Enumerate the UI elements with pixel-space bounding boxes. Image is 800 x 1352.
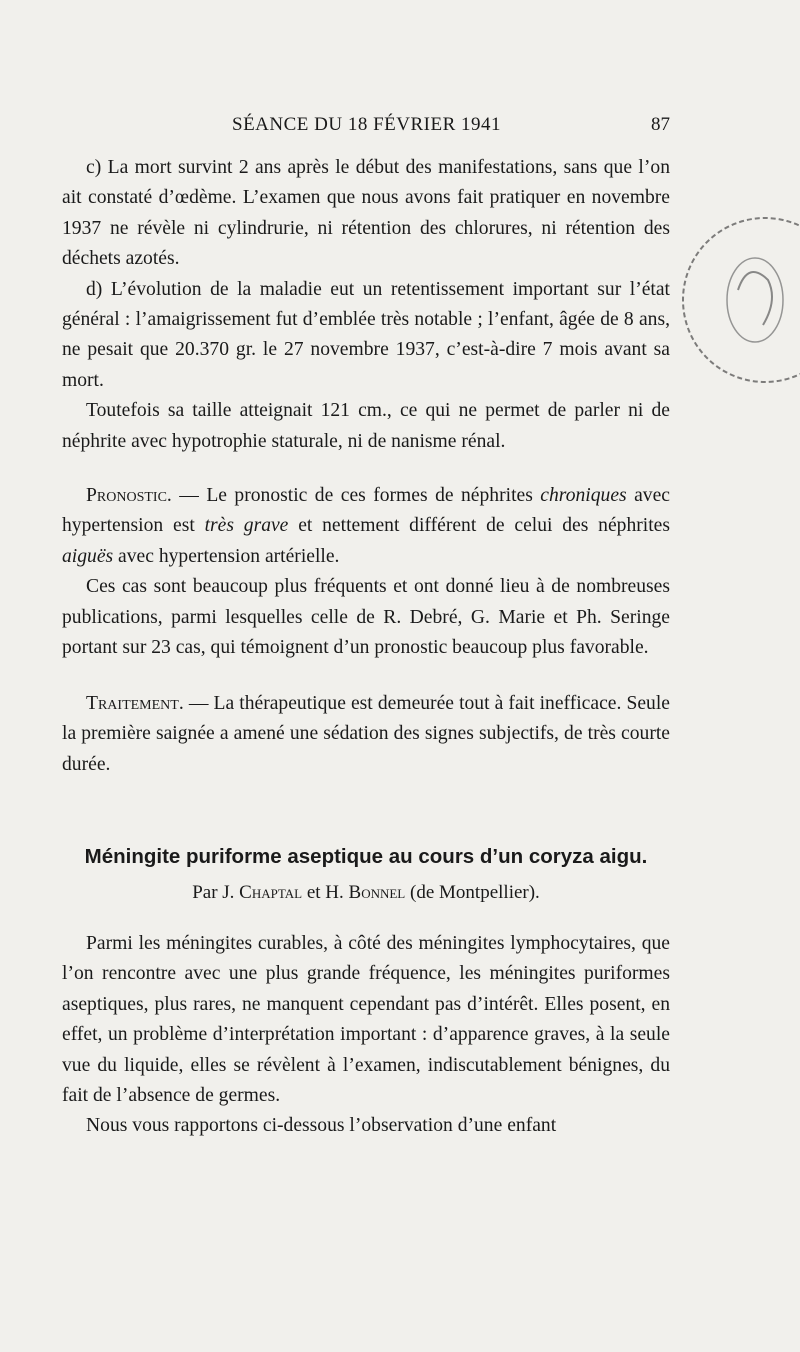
paragraph-taille: Toutefois sa taille atteignait 121 cm., ce qui ne permet de parler ni de néphrite avec hypotrophie staturale, ni de nanisme rénal. bbox=[62, 400, 670, 452]
pronostic-heading: Pronostic. bbox=[86, 485, 172, 506]
article-paragraph-1: Parmi les méningites curables, à côté des méningites lymphocytaires, que l’on rencontre avec une plus grande fréquence, les méningites puriformes aseptiques, plus rares, ne manquent cependant pas d’intérêt. Elles posent, en effet, un problème d’interprétation important : d’apparence graves, à la seule vue du liquide, elles se révèlent à l’examen, indiscutablement bénignes, du fait de l’absence de germes. bbox=[62, 933, 670, 1107]
pronostic-dash: — bbox=[171, 485, 207, 506]
traitement-text: La thérapeutique est demeurée tout à fait inefficace. Seule la première saignée a amené une sédation des signes subjectifs, de très courte durée. bbox=[62, 693, 670, 775]
author-chaptal: Chaptal bbox=[239, 882, 303, 903]
traitement-heading: Traitement. bbox=[86, 693, 184, 714]
pronostic-text-b: avec hypertension est bbox=[62, 485, 670, 537]
pronostic-paragraph bbox=[62, 481, 670, 572]
pronostic-em-tres-grave: très grave bbox=[204, 515, 289, 537]
library-stamp bbox=[680, 195, 800, 405]
section-pronostic bbox=[62, 481, 670, 663]
paragraph-c: c) La mort survint 2 ans après le début des manifestations, sans que l’on ait constaté d’œdème. L’examen que nous avons fait pratiquer en novembre 1937 ne révèle ni cylindrurie, ni rétention des chlorures, ni rétention des déchets azotés. bbox=[62, 157, 670, 270]
running-title: SÉANCE DU 18 FÉVRIER 1941 bbox=[232, 114, 502, 135]
byline-mid: et H. bbox=[302, 882, 349, 903]
paragraph-d: d) L’évolution de la maladie eut un retentissement important sur l’état général : l’amaigrissement fut d’emblée très notable ; l’enfant, âgée de 8 ans, ne pesait que 20.370 gr. le 27 novembre 1937, c’est-à-dire 7 mois avant sa mort. bbox=[62, 278, 670, 391]
pronostic-paragraph-2: Ces cas sont beaucoup plus fréquents et ont donné lieu à de nombreuses publications, parmi lesquelles celle de R. Debré, G. Marie et Ph. Seringe portant sur 23 cas, qui témoignent d’un pronostic beaucoup plus favorable. bbox=[62, 576, 670, 659]
article-title: Méningite puriforme aseptique au cours d’un coryza aigu. bbox=[84, 845, 648, 868]
article-body bbox=[62, 929, 670, 1142]
article-paragraph-2: Nous vous rapportons ci-dessous l’observation d’une enfant bbox=[86, 1115, 557, 1137]
pronostic-text-c: et nettement différent de celui des néphrites bbox=[288, 515, 670, 537]
author-bonnel: Bonnel bbox=[348, 882, 406, 903]
byline-suffix: (de Montpellier). bbox=[405, 882, 540, 903]
section-clinical-evolution bbox=[62, 153, 670, 457]
pronostic-em-aigues: aiguës bbox=[62, 545, 114, 567]
pronostic-em-chroniques: chroniques bbox=[540, 485, 627, 506]
traitement-paragraph bbox=[62, 689, 670, 780]
page-number: 87 bbox=[651, 114, 670, 135]
section-traitement bbox=[62, 689, 670, 780]
running-header bbox=[62, 114, 670, 140]
pronostic-text-d: avec hypertension artérielle. bbox=[113, 545, 340, 567]
traitement-dash: — bbox=[183, 693, 214, 714]
byline-prefix: Par J. bbox=[192, 882, 240, 903]
pronostic-text-a: Le pronostic de ces formes de néphrites bbox=[206, 485, 541, 506]
article-byline bbox=[62, 882, 670, 904]
